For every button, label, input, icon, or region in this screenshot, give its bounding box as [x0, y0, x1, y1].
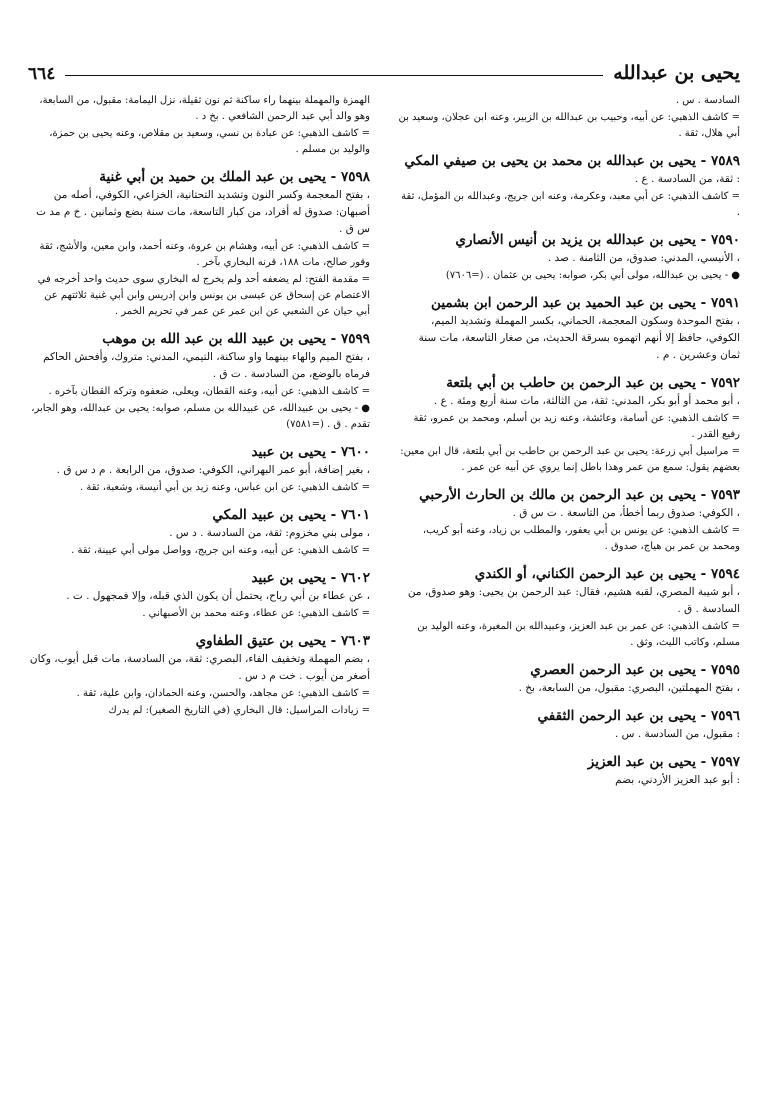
entry-text: ، أبو محمد أو أبو بكر، المدني: ثقة، من الثالثة، مات سنة أربع ومئة . ع . [433, 395, 740, 407]
entry-heading [28, 632, 370, 651]
entry-heading [398, 486, 740, 505]
entry-number: ٧٦٠٠ [340, 444, 370, 460]
entry-heading [398, 753, 740, 772]
entry-heading [28, 569, 370, 588]
entry-note: = زيادات المراسيل: قال البخاري (في التاريخ الصغير): لم يدرك [108, 705, 370, 716]
entry-heading [28, 330, 370, 349]
entry-text: ، الكوفي: صدوق ربما أخطأ، من التاسعة . ت س ق . [512, 507, 740, 519]
entry-name: - يحيى بن عبيد الله بن عبد الله بن موهب [102, 331, 337, 347]
continuation-line: السادسة . س . [675, 95, 740, 106]
continuation-line: = كاشف الذهبي: عن أبيه، وحبيب بن عبدالله بن الزبير، وعنه ابن عجلان، وسعيد بن أبي هلال، ثقة . [398, 112, 740, 139]
entry-number: ٧٥٩٤ [710, 566, 740, 582]
entry-heading [398, 661, 740, 680]
entry-number: ٧٥٩٥ [710, 662, 740, 678]
biography-entry [398, 374, 740, 476]
entry-text: ، أبو شيبة المصري، لقبه هشيم، فقال: عبد الرحمن بن يحيى: وهو صدوق، من السادسة . ق . [407, 586, 740, 615]
biography-entry [398, 707, 740, 743]
entry-text: : أبو عبد العزيز الأردني، بضم [615, 774, 740, 786]
continuation-text [28, 93, 370, 158]
running-title: يحيى بن عبدالله [613, 62, 740, 84]
entry-note: = كاشف الذهبي: عن أسامة، وعائشة، وعنه زيد بن أسلم، ومحمد بن عمرو، ثقة رفيع القدر . [413, 413, 740, 440]
biography-entry [28, 632, 370, 719]
entry-number: ٧٥٩٦ [710, 708, 740, 724]
biography-entry [28, 569, 370, 622]
entry-heading [28, 443, 370, 462]
biography-entry [28, 330, 370, 433]
entry-text: ، عن عطاء بن أبي رباح، يحتمل أن يكون الذي قبله، وإلا فمجهول . ت . [66, 590, 370, 602]
entry-number: ٧٦٠٢ [340, 570, 370, 586]
entry-text: ، بفتح الميم والهاء بينهما واو ساكنة، التيمي، المدني: متروك، وأفحش الحاكم فرماه بالوضع، من السادسة . ت ق . [43, 351, 370, 380]
entry-text: ، بفتح المعجمة وكسر النون وتشديد التحتانية، الخزاعي، الكوفي، أصله من أصبهان: صدوق له أفراد، من كبار التاسعة، مات سنة بضع وثمانين . خ م مد ت س ق . [36, 189, 370, 235]
biography-entry [398, 661, 740, 697]
biography-entry [398, 753, 740, 789]
entry-heading [398, 374, 740, 393]
entry-name: - يحيى بن عبيد [251, 570, 337, 586]
entry-note: = كاشف الذهبي: عن أبيه، وعنه ابن جريج، وواصل مولى أبي عيينة، ثقة . [71, 545, 370, 556]
entry-text: ، مولى بني مخزوم: ثقة، من السادسة . د س . [169, 527, 370, 539]
biography-entry [28, 443, 370, 496]
entry-note: ● - يحيى بن عبدالله، مولى أبي بكر، صوابه: يحيى بن عثمان . (=٧٦٠٦) [445, 270, 740, 281]
entry-text: ، بفتح المهملتين، البصري: مقبول، من السابعة، بخ . [518, 682, 740, 694]
entry-name: - يحيى بن عبدالله بن يزيد بن أنيس الأنصاري [455, 232, 707, 248]
entry-name: - يحيى بن عبيد [251, 444, 337, 460]
entry-name: - يحيى بن عبيد المكي [212, 507, 337, 523]
biography-entry [398, 231, 740, 284]
entry-note: = كاشف الذهبي: عن أبيه، وهشام بن عروة، وعنه أحمد، وابن معين، والأشج، ثقة وقور صالح، مات ١٨٨، قرنه البخاري بآخر . [39, 241, 370, 268]
entry-text: ، الأنيسي، المدني: صدوق، من الثامنة . صد . [547, 252, 740, 264]
page-number: ٦٦٤ [28, 64, 56, 84]
entry-number: ٧٦٠١ [340, 507, 370, 523]
entry-heading [28, 506, 370, 525]
continuation-line: = كاشف الذهبي: عن عبادة بن نسي، وسعيد بن مقلاص، وعنه يحيى بن حمزة، والوليد بن مسلم . [49, 128, 370, 155]
entry-name: - يحيى بن عبد الرحمن بن مالك بن الحارث الأرحبي [419, 487, 707, 503]
entry-name: - يحيى بن عبد الرحمن بن حاطب بن أبي بلتعة [446, 375, 707, 391]
entry-name: - يحيى بن عبد الرحمن الكناني، أو الكندي [474, 566, 707, 582]
entry-name: - يحيى بن عبد الملك بن حميد بن أبي غنية [99, 169, 337, 185]
entry-note: = كاشف الذهبي: عن عمر بن عبد العزيز، وعبيدالله بن المغيرة، وعنه الوليد بن مسلم، وكاتب الليث، وثق . [417, 621, 740, 648]
entry-note: = مراسيل أبي زرعة: يحيى بن عبد الرحمن بن حاطب بن أبي بلتعة، قال ابن معين: بعضهم يقول: سمع من عمر وهذا باطل إنما يروي عن أبيه عن عمر . [400, 446, 740, 473]
biography-entry [398, 294, 740, 364]
entry-number: ٧٥٩٩ [340, 331, 370, 347]
continuation-line: الهمزة والمهملة بينهما راء ساكنة ثم نون ثقيلة، نزل اليمامة: مقبول، من السابعة، وهو والد أبي عبد الرحمن الشافعي . بخ د . [39, 95, 370, 122]
biography-entry [28, 168, 370, 320]
entry-heading [398, 294, 740, 313]
entry-note: = مقدمة الفتح: لم يضعفه أحد ولم يخرج له البخاري سوى حديث واحد أخرجه في الاعتصام عن إسحاق عن عيسى بن يونس وابن إدريس وابن أبي غنية ثلاثتهم عن أبي حيان عن الشعبي عن ابن عمر عن عمر في تحريم الخمر . [37, 274, 370, 317]
entry-text: ، بغير إضافة، أبو عمر البهراني، الكوفي: صدوق، من الرابعة . م د س ق . [56, 464, 370, 476]
entry-number: ٧٥٩٧ [710, 754, 740, 770]
header-rule [65, 75, 603, 76]
entry-name: - يحيى بن عبد الرحمن العصري [530, 662, 707, 678]
entry-name: - يحيى بن عبدالله بن محمد بن يحيى بن صيفي المكي [404, 153, 707, 169]
entry-text: : ثقة، من السادسة . ع . [634, 173, 740, 185]
continuation-text [398, 93, 740, 142]
entry-heading [398, 152, 740, 171]
entry-number: ٧٥٩٠ [710, 232, 740, 248]
entry-name: - يحيى بن عبد الرحمن الثقفي [537, 708, 707, 724]
entry-text: ، بفتح الموحدة وسكون المعجمة، الحماني، بكسر المهملة وتشديد الميم، الكوفي، حافظ إلا أنهم اتهموه بسرقة الحديث، من صغار التاسعة، مات سنة ثمان وعشرين . م . [418, 315, 740, 361]
biography-entry [398, 565, 740, 651]
entry-number: ٧٥٨٩ [710, 153, 740, 169]
biography-entry [398, 152, 740, 221]
left-column [28, 92, 370, 1084]
page [28, 54, 740, 1084]
entry-note: ● - يحيى بن عبيدالله، عن عبيدالله بن مسلم، صوابه: يحيى بن عبدالله، وهو الجابر، تقدم . ق . (=٧٥٨١) [31, 403, 370, 430]
entry-name: - يحيى بن عتيق الطفاوي [195, 633, 337, 649]
biography-entry [28, 506, 370, 559]
entry-heading [398, 231, 740, 250]
entry-note: = كاشف الذهبي: عن ابن عباس، وعنه زيد بن أبي أنيسة، وشعبة، ثقة . [80, 482, 370, 493]
entry-note: = كاشف الذهبي: عن يونس بن أبي يعفور، والمطلب بن زياد، وعنه أبو كريب، ومحمد بن عمر بن هياج، صدوق . [422, 525, 740, 552]
entry-heading [398, 565, 740, 584]
entry-text: ، بضم المهملة وتخفيف الفاء، البصري: ثقة، من السادسة، مات قبل أيوب، وكان أصغر من أيوب . خت م د س . [29, 653, 370, 682]
entry-note: = كاشف الذهبي: عن أبيه، وعنه القطان، ويعلى، ضعفوه وتركه القطان بآخره . [48, 386, 370, 397]
entry-text: : مقبول، من السادسة . س . [614, 728, 740, 740]
entry-note: = كاشف الذهبي: عن أبي معبد، وعكرمة، وعنه ابن جريج، وعبدالله بن المؤمل، ثقة . [401, 191, 740, 218]
entry-heading [28, 168, 370, 187]
entry-note: = كاشف الذهبي: عن مجاهد، والحسن، وعنه الحمادان، وابن علية، ثقة . [76, 688, 370, 699]
entry-number: ٧٥٩٣ [710, 487, 740, 503]
right-column [398, 92, 740, 1084]
entry-heading [398, 707, 740, 726]
entry-number: ٧٥٩٨ [340, 169, 370, 185]
entry-number: ٧٥٩٢ [710, 375, 740, 391]
page-header [28, 54, 740, 84]
biography-entry [398, 486, 740, 555]
entry-number: ٧٥٩١ [710, 295, 740, 311]
text-columns [28, 92, 740, 1084]
entry-name: - يحيى بن عبد الحميد بن عبد الرحمن ابن بشمين [431, 295, 707, 311]
entry-note: = كاشف الذهبي: عن عطاء، وعنه محمد بن الأصبهاني . [142, 608, 370, 619]
entry-number: ٧٦٠٣ [340, 633, 370, 649]
entry-name: - يحيى بن عبد العزيز [587, 754, 707, 770]
